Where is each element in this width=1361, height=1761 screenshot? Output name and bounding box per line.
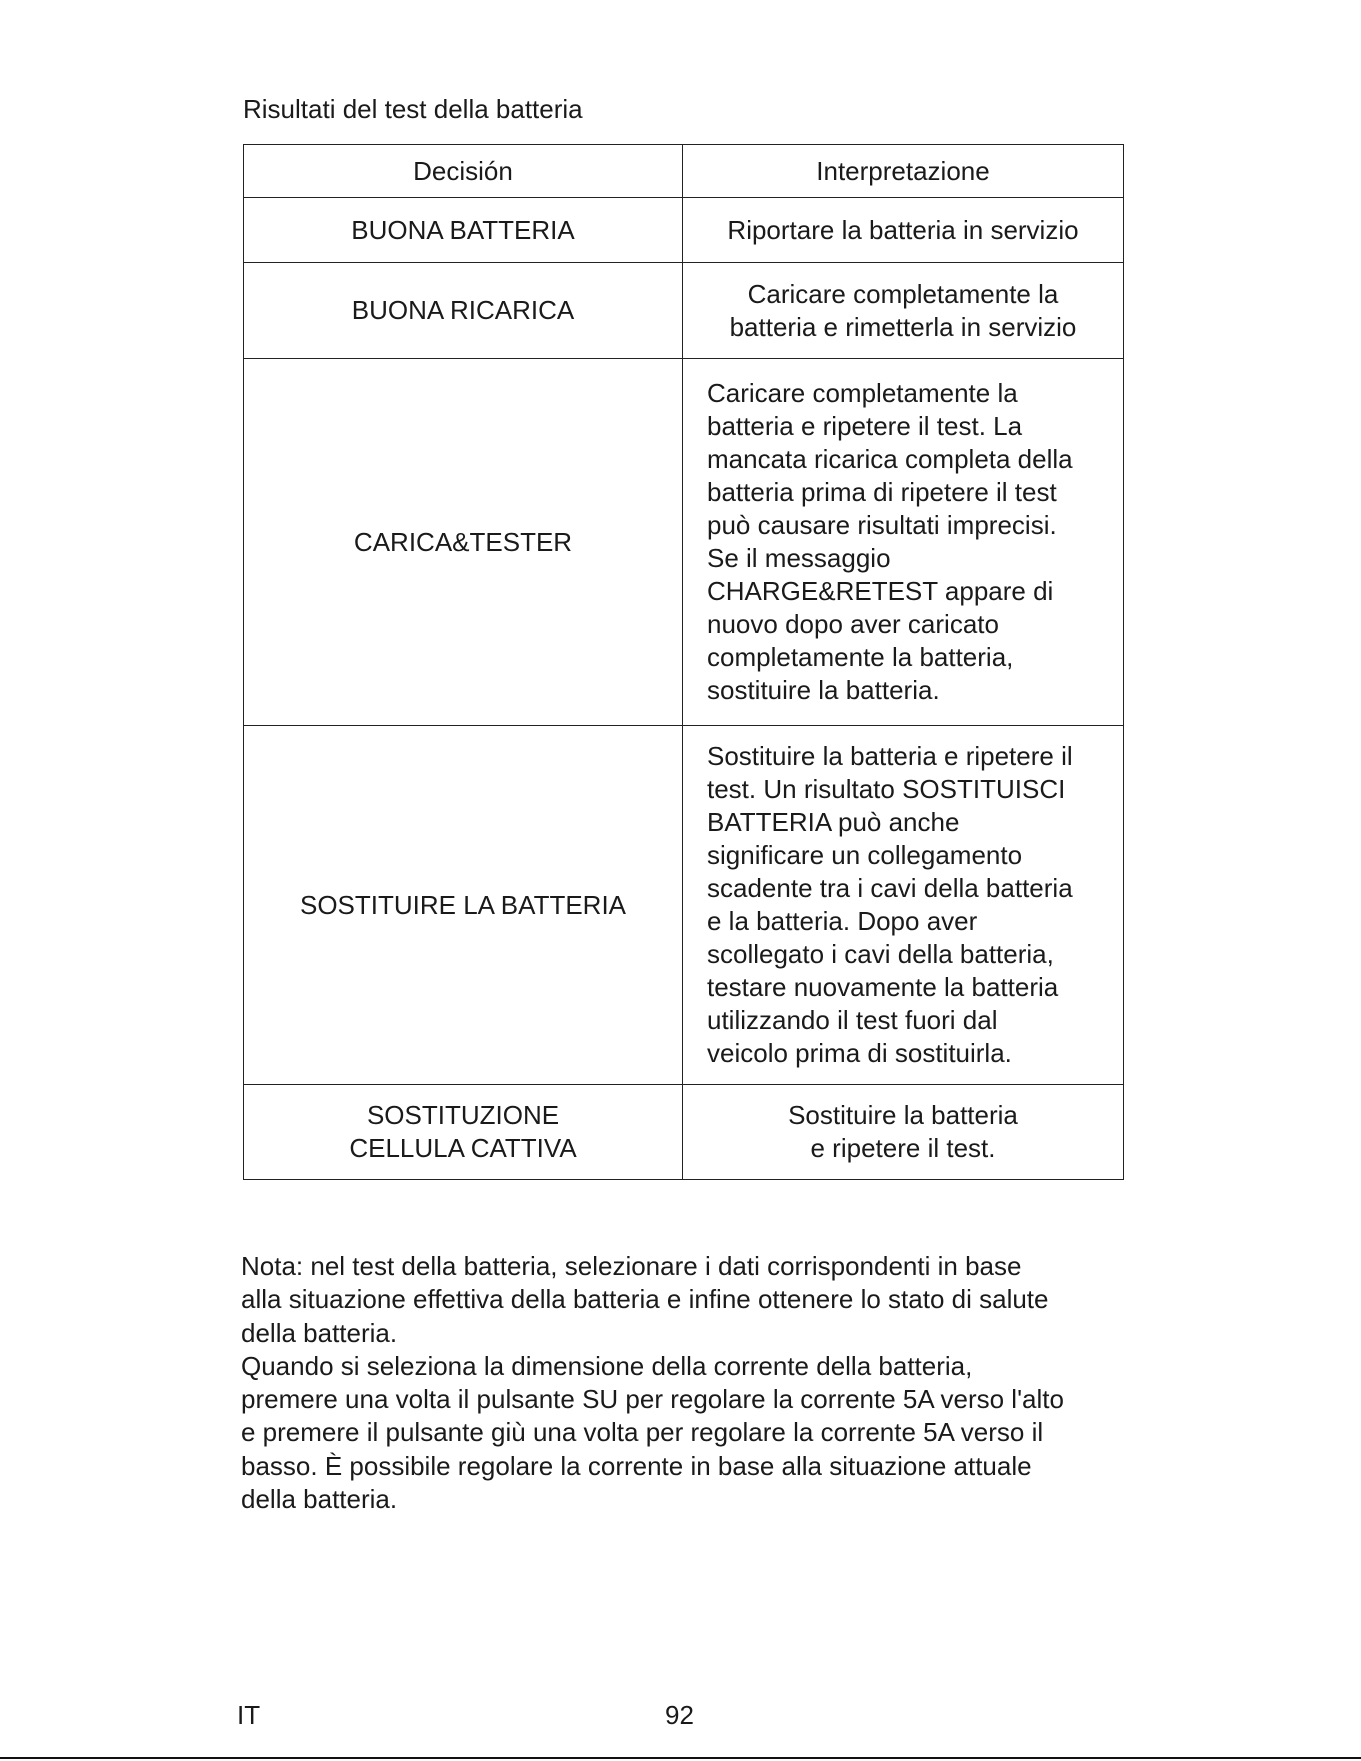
- table-row: [244, 359, 1124, 726]
- decision-text: BUONA BATTERIA: [351, 214, 575, 245]
- page-title: Risultati del test della batteria: [243, 94, 583, 124]
- interpretation-text: Sostituire la batteria e ripetere il test.: [788, 1100, 1018, 1163]
- decision-cell: [244, 726, 683, 1085]
- interpretation-text: Sostituire la batteria e ripetere il test. Un risultato SOSTITUISCI BATTERIA può anche significare un collegamento scadente tra i cavi della batteria e la batteria. Dopo aver scollegato i cavi della batteria, testare nuovamente la batteria utilizzando il test fuori dal veicolo prima di sostituirla.: [707, 741, 1073, 1068]
- note-paragraph: Nota: nel test della batteria, selezionare i dati corrispondenti in base alla situazione effettiva della batteria e infine ottenere lo stato di salute della batteria.: [241, 1251, 1049, 1348]
- note-section: [241, 1250, 1141, 1516]
- page-number: 92: [665, 1700, 694, 1730]
- battery-results-table: [243, 144, 1124, 1180]
- interpretation-cell: [683, 359, 1124, 726]
- interpretation-cell: [683, 1085, 1124, 1180]
- footer-language-code: IT: [237, 1700, 261, 1730]
- table-header-row: [244, 145, 1124, 198]
- decision-cell: [244, 1085, 683, 1180]
- bottom-divider: [0, 1757, 1361, 1759]
- decision-text: SOSTITUZIONE CELLULA CATTIVA: [349, 1100, 577, 1163]
- decision-cell: [244, 263, 683, 359]
- note-paragraph: Quando si seleziona la dimensione della corrente della batteria, premere una volta il pulsante SU per regolare la corrente 5A verso l'alto e premere il pulsante giù una volta per regolare la corrente 5A verso il basso. È possibile regolare la corrente in base alla situazione attuale della batteria.: [241, 1350, 1064, 1515]
- interpretation-cell: [683, 198, 1124, 263]
- decision-text: SOSTITUIRE LA BATTERIA: [299, 889, 627, 920]
- table-row: [244, 1085, 1124, 1180]
- table-row: [244, 726, 1124, 1085]
- column-header-interpretation: Interpretazione: [683, 145, 1124, 198]
- interpretation-text: Riportare la batteria in servizio: [727, 214, 1079, 245]
- decision-cell: [244, 359, 683, 726]
- interpretation-text: Caricare completamente la batteria e ripetere il test. La mancata ricarica completa della batteria prima di ripetere il test può causare risultati imprecisi. Se il messaggio CHARGE&RETEST appare di nuovo dopo aver caricato completamente la batteria, sostituire la batteria.: [707, 378, 1073, 705]
- column-header-decision: Decisión: [244, 145, 683, 198]
- decision-text: BUONA RICARICA: [351, 295, 575, 325]
- decision-text: CARICA&TESTER: [353, 526, 573, 557]
- decision-cell: [244, 198, 683, 263]
- interpretation-text: Caricare completamente la batteria e rimetterla in servizio: [729, 278, 1077, 342]
- interpretation-cell: [683, 726, 1124, 1085]
- table-row: [244, 263, 1124, 359]
- interpretation-cell: [683, 263, 1124, 359]
- table-row: [244, 198, 1124, 263]
